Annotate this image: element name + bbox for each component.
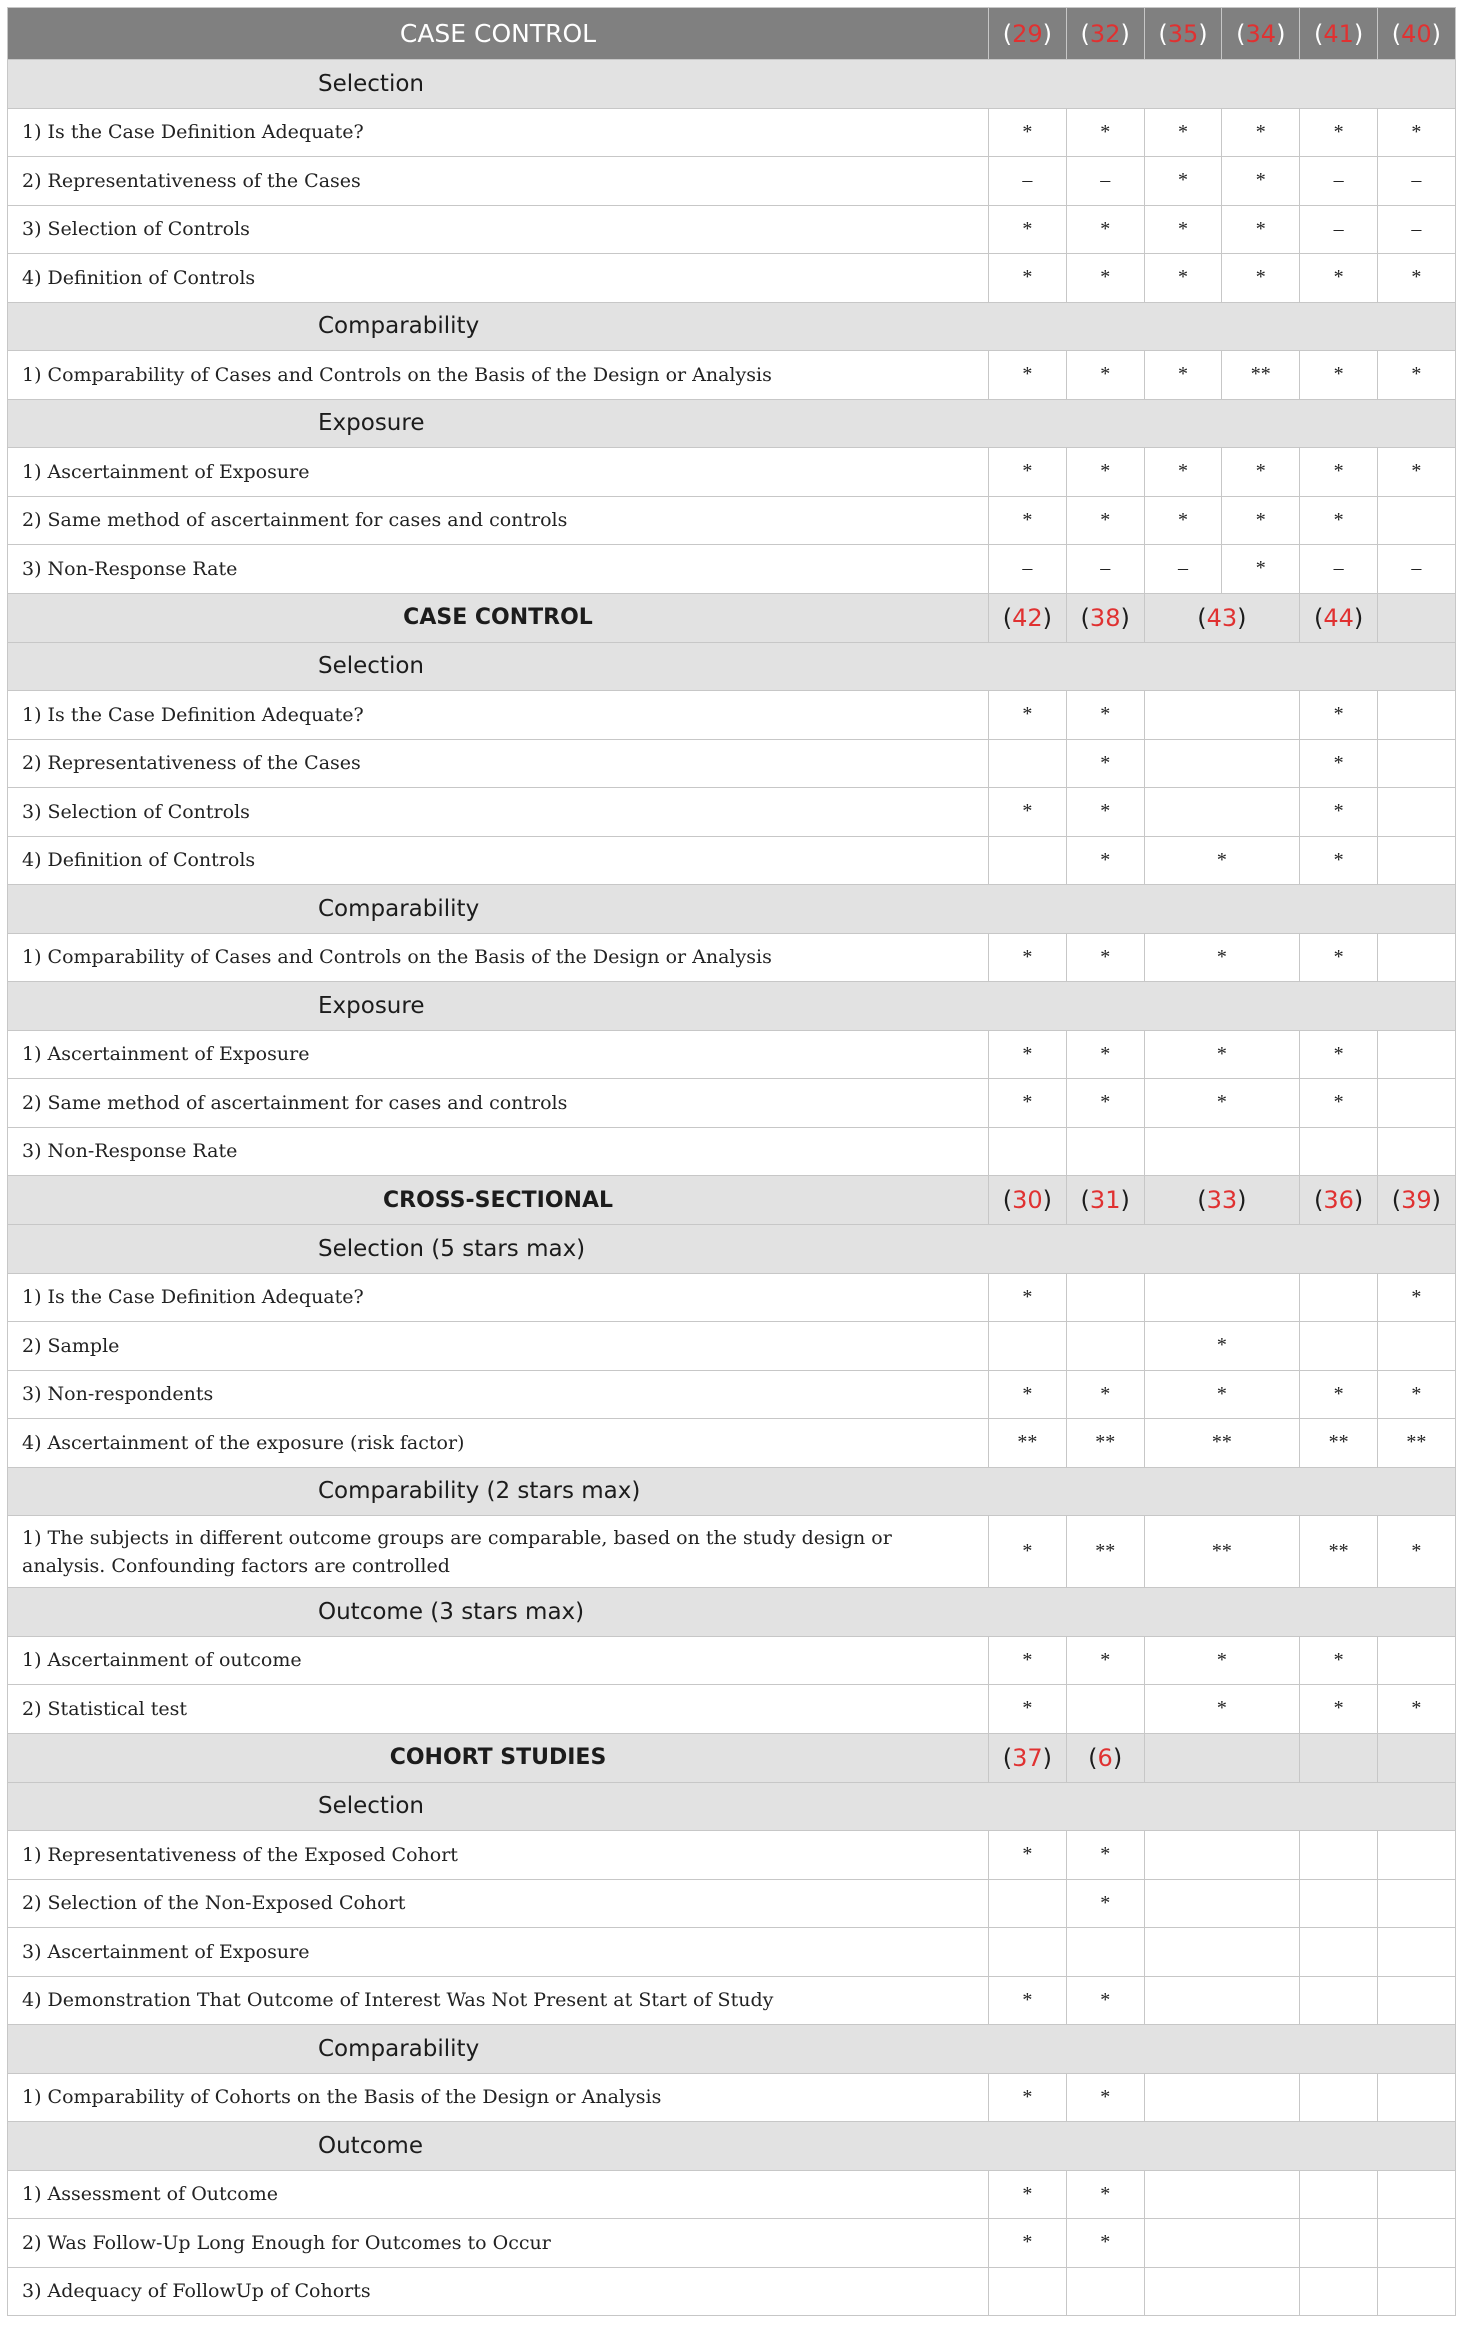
criterion-row: [8, 1030, 1456, 1079]
star-rating: [1377, 836, 1455, 885]
star-rating: *: [1377, 254, 1455, 303]
star-rating: [1377, 1636, 1455, 1685]
star-rating: *: [1300, 108, 1378, 157]
star-rating: [1300, 2219, 1378, 2268]
star-rating: *: [1144, 448, 1222, 497]
section-title: Outcome: [8, 2122, 1456, 2171]
reference-number: 6: [1097, 1743, 1113, 1772]
star-rating: [1377, 933, 1455, 982]
star-rating: [1300, 1976, 1378, 2025]
reference-number: 30: [1012, 1186, 1043, 1214]
star-rating: [1144, 691, 1300, 740]
star-rating: [1300, 1879, 1378, 1928]
group-title: CASE CONTROL: [8, 593, 989, 642]
criterion-label: 1) Ascertainment of Exposure: [8, 1030, 989, 1079]
criterion-label: 1) Comparability of Cases and Controls on the Basis of the Design or Analysis: [8, 933, 989, 982]
star-rating: *: [989, 205, 1067, 254]
star-rating: *: [989, 2219, 1067, 2268]
criterion-row: [8, 2073, 1456, 2122]
star-rating: *: [1300, 739, 1378, 788]
study-reference: (33): [1144, 1176, 1300, 1225]
group-title: CASE CONTROL: [8, 8, 989, 60]
star-rating: *: [1066, 448, 1144, 497]
star-rating: [1144, 2267, 1300, 2316]
star-rating: *: [989, 448, 1067, 497]
star-rating: *: [989, 691, 1067, 740]
study-reference: (6): [1066, 1733, 1144, 1782]
star-rating: [1377, 1127, 1455, 1176]
criterion-row: [8, 1079, 1456, 1128]
reference-number: 34: [1245, 19, 1277, 48]
star-rating: *: [1300, 351, 1378, 400]
star-rating: *: [1377, 351, 1455, 400]
star-rating: *: [1144, 933, 1300, 982]
star-rating: *: [1066, 1879, 1144, 1928]
criterion-row: [8, 739, 1456, 788]
star-rating: *: [1144, 836, 1300, 885]
star-rating: *: [1066, 205, 1144, 254]
group-title: CROSS-SECTIONAL: [8, 1176, 989, 1225]
star-rating: *: [989, 933, 1067, 982]
reference-number: 41: [1323, 19, 1354, 48]
section-header-row: [8, 642, 1456, 691]
star-rating: **: [989, 1419, 1067, 1468]
star-rating: *: [1066, 739, 1144, 788]
reference-number: 32: [1089, 19, 1121, 48]
criterion-row: [8, 254, 1456, 303]
reference-number: 42: [1012, 603, 1043, 632]
star-rating: *: [1144, 1079, 1300, 1128]
section-header-row: [8, 982, 1456, 1031]
star-rating: [1377, 1322, 1455, 1371]
star-rating: *: [989, 254, 1067, 303]
criterion-row: [8, 2267, 1456, 2316]
section-header-row: [8, 302, 1456, 351]
star-rating: **: [1066, 1516, 1144, 1588]
star-rating: *: [989, 1030, 1067, 1079]
star-rating: *: [989, 496, 1067, 545]
star-rating: –: [989, 157, 1067, 206]
section-header-row: [8, 1467, 1456, 1516]
star-rating: *: [1066, 254, 1144, 303]
star-rating: *: [989, 108, 1067, 157]
star-rating: *: [1222, 496, 1300, 545]
criterion-row: [8, 1976, 1456, 2025]
star-rating: [989, 1322, 1067, 1371]
criterion-label: 2) Same method of ascertainment for cases and controls: [8, 1079, 989, 1128]
star-rating: [1377, 2073, 1455, 2122]
star-rating: *: [1300, 1636, 1378, 1685]
star-rating: *: [1300, 1685, 1378, 1734]
star-rating: [1144, 1976, 1300, 2025]
reference-number: 29: [1012, 19, 1043, 48]
section-title: Selection (5 stars max): [8, 1225, 1456, 1274]
star-rating: [1066, 1127, 1144, 1176]
section-title: Comparability: [8, 2025, 1456, 2074]
star-rating: **: [1066, 1419, 1144, 1468]
star-rating: *: [1066, 691, 1144, 740]
star-rating: [1377, 496, 1455, 545]
star-rating: [1144, 1273, 1300, 1322]
star-rating: *: [1377, 108, 1455, 157]
criterion-label: 1) Is the Case Definition Adequate?: [8, 1273, 989, 1322]
study-reference: (42): [989, 593, 1067, 642]
criterion-row: [8, 1273, 1456, 1322]
section-title: Exposure: [8, 399, 1456, 448]
star-rating: [1377, 1831, 1455, 1880]
star-rating: [1066, 2267, 1144, 2316]
reference-number: 38: [1089, 603, 1121, 632]
study-reference: [1377, 1733, 1455, 1782]
star-rating: *: [989, 2073, 1067, 2122]
star-rating: *: [989, 1370, 1067, 1419]
star-rating: *: [1144, 1636, 1300, 1685]
star-rating: *: [1144, 1685, 1300, 1734]
reference-number: 37: [1012, 1743, 1043, 1772]
criterion-label: 3) Selection of Controls: [8, 788, 989, 837]
criterion-label: 2) Representativeness of the Cases: [8, 739, 989, 788]
star-rating: *: [1144, 1322, 1300, 1371]
criterion-label: 3) Selection of Controls: [8, 205, 989, 254]
star-rating: **: [1144, 1516, 1300, 1588]
star-rating: *: [1066, 2073, 1144, 2122]
study-reference: [1300, 1733, 1378, 1782]
star-rating: *: [1377, 448, 1455, 497]
section-title: Exposure: [8, 982, 1456, 1031]
criterion-label: 1) Ascertainment of Exposure: [8, 448, 989, 497]
criterion-row: [8, 2170, 1456, 2219]
criterion-label: 1) Is the Case Definition Adequate?: [8, 108, 989, 157]
criterion-label: 3) Ascertainment of Exposure: [8, 1928, 989, 1977]
star-rating: *: [1377, 1273, 1455, 1322]
star-rating: *: [1066, 1636, 1144, 1685]
criterion-label: 2) Was Follow-Up Long Enough for Outcomes to Occur: [8, 2219, 989, 2268]
star-rating: *: [1066, 2219, 1144, 2268]
star-rating: *: [1066, 2170, 1144, 2219]
star-rating: *: [989, 1976, 1067, 2025]
star-rating: *: [1300, 496, 1378, 545]
criterion-label: 3) Non-respondents: [8, 1370, 989, 1419]
criterion-label: 1) Comparability of Cohorts on the Basis of the Design or Analysis: [8, 2073, 989, 2122]
criterion-label: 1) The subjects in different outcome groups are comparable, based on the study design or analysis. Confounding factors are controlled: [8, 1516, 989, 1588]
star-rating: [1377, 1079, 1455, 1128]
star-rating: –: [1066, 545, 1144, 594]
star-rating: *: [1222, 448, 1300, 497]
study-reference: [1144, 1733, 1300, 1782]
star-rating: *: [989, 1685, 1067, 1734]
star-rating: *: [1300, 254, 1378, 303]
study-reference: (36): [1300, 1176, 1378, 1225]
star-rating: [1377, 788, 1455, 837]
star-rating: **: [1144, 1419, 1300, 1468]
star-rating: [1300, 2170, 1378, 2219]
section-title: Comparability: [8, 302, 1456, 351]
criterion-label: 1) Assessment of Outcome: [8, 2170, 989, 2219]
star-rating: [1300, 2073, 1378, 2122]
star-rating: –: [1377, 205, 1455, 254]
star-rating: [1066, 1322, 1144, 1371]
star-rating: [1377, 2170, 1455, 2219]
star-rating: *: [1144, 108, 1222, 157]
section-title: Outcome (3 stars max): [8, 1588, 1456, 1637]
star-rating: *: [1300, 1030, 1378, 1079]
star-rating: *: [1066, 836, 1144, 885]
star-rating: [1144, 739, 1300, 788]
star-rating: [989, 739, 1067, 788]
reference-number: 43: [1206, 603, 1238, 632]
star-rating: *: [989, 1516, 1067, 1588]
criterion-row: [8, 2219, 1456, 2268]
section-title: Selection: [8, 60, 1456, 109]
star-rating: *: [1066, 1079, 1144, 1128]
study-reference: (30): [989, 1176, 1067, 1225]
star-rating: [1144, 2219, 1300, 2268]
section-header-row: [8, 60, 1456, 109]
section-title: Comparability: [8, 885, 1456, 934]
criterion-label: 2) Sample: [8, 1322, 989, 1371]
criterion-label: 2) Same method of ascertainment for cases and controls: [8, 496, 989, 545]
criterion-label: 1) Representativeness of the Exposed Cohort: [8, 1831, 989, 1880]
criterion-row: [8, 836, 1456, 885]
star-rating: [1144, 788, 1300, 837]
star-rating: *: [1222, 254, 1300, 303]
star-rating: *: [989, 1079, 1067, 1128]
study-reference: (41): [1300, 8, 1378, 60]
star-rating: [1144, 1879, 1300, 1928]
reference-number: 36: [1323, 1186, 1354, 1214]
group-header-row: [8, 593, 1456, 642]
star-rating: *: [1222, 108, 1300, 157]
star-rating: –: [1377, 157, 1455, 206]
star-rating: *: [1144, 254, 1222, 303]
star-rating: *: [1300, 836, 1378, 885]
star-rating: –: [1300, 205, 1378, 254]
star-rating: [989, 1928, 1067, 1977]
criterion-label: 3) Adequacy of FollowUp of Cohorts: [8, 2267, 989, 2316]
star-rating: [989, 2267, 1067, 2316]
star-rating: –: [989, 545, 1067, 594]
star-rating: *: [1066, 1030, 1144, 1079]
study-reference: (44): [1300, 593, 1378, 642]
star-rating: *: [1144, 496, 1222, 545]
reference-number: 44: [1323, 603, 1354, 632]
section-title: Comparability (2 stars max): [8, 1467, 1456, 1516]
star-rating: *: [1066, 108, 1144, 157]
section-header-row: [8, 1782, 1456, 1831]
star-rating: *: [1144, 1370, 1300, 1419]
star-rating: [1377, 1928, 1455, 1977]
star-rating: –: [1377, 545, 1455, 594]
star-rating: [989, 1127, 1067, 1176]
criterion-row: [8, 1516, 1456, 1588]
criterion-row: [8, 788, 1456, 837]
group-header-row: [8, 1733, 1456, 1782]
star-rating: –: [1300, 157, 1378, 206]
group-header-row: [8, 1176, 1456, 1225]
group-title: COHORT STUDIES: [8, 1733, 989, 1782]
star-rating: [1377, 1030, 1455, 1079]
criterion-label: 2) Statistical test: [8, 1685, 989, 1734]
criterion-row: [8, 496, 1456, 545]
criterion-row: [8, 691, 1456, 740]
star-rating: [1377, 1879, 1455, 1928]
star-rating: **: [1377, 1419, 1455, 1468]
study-reference: [1377, 593, 1455, 642]
star-rating: **: [1300, 1419, 1378, 1468]
star-rating: *: [1300, 1370, 1378, 1419]
star-rating: [1144, 2170, 1300, 2219]
star-rating: *: [1300, 691, 1378, 740]
criterion-row: [8, 1928, 1456, 1977]
criterion-label: 3) Non-Response Rate: [8, 1127, 989, 1176]
star-rating: *: [989, 1636, 1067, 1685]
star-rating: *: [989, 1831, 1067, 1880]
star-rating: [1066, 1685, 1144, 1734]
criterion-label: 4) Definition of Controls: [8, 836, 989, 885]
section-header-row: [8, 1588, 1456, 1637]
star-rating: [1377, 691, 1455, 740]
study-reference: (32): [1066, 8, 1144, 60]
section-header-row: [8, 399, 1456, 448]
reference-number: 39: [1401, 1186, 1432, 1214]
star-rating: *: [1222, 205, 1300, 254]
criterion-row: [8, 1685, 1456, 1734]
star-rating: *: [1377, 1685, 1455, 1734]
star-rating: [1066, 1928, 1144, 1977]
star-rating: *: [989, 351, 1067, 400]
study-reference: (35): [1144, 8, 1222, 60]
section-header-row: [8, 2122, 1456, 2171]
star-rating: *: [1066, 351, 1144, 400]
star-rating: *: [1144, 157, 1222, 206]
star-rating: *: [1300, 1079, 1378, 1128]
criterion-row: [8, 1419, 1456, 1468]
nos-quality-table: [7, 7, 1456, 2316]
reference-number: 40: [1401, 19, 1432, 48]
star-rating: *: [1222, 545, 1300, 594]
star-rating: *: [1222, 157, 1300, 206]
reference-number: 33: [1206, 1186, 1238, 1214]
criterion-label: 4) Definition of Controls: [8, 254, 989, 303]
star-rating: *: [1066, 1831, 1144, 1880]
criterion-row: [8, 351, 1456, 400]
reference-number: 35: [1167, 19, 1199, 48]
criterion-row: [8, 545, 1456, 594]
star-rating: *: [1377, 1370, 1455, 1419]
criterion-row: [8, 1831, 1456, 1880]
study-reference: (37): [989, 1733, 1067, 1782]
star-rating: *: [1300, 788, 1378, 837]
criterion-row: [8, 1370, 1456, 1419]
star-rating: –: [1144, 545, 1222, 594]
criterion-row: [8, 205, 1456, 254]
star-rating: *: [1066, 933, 1144, 982]
star-rating: *: [1300, 933, 1378, 982]
criterion-row: [8, 157, 1456, 206]
star-rating: *: [989, 2170, 1067, 2219]
criterion-row: [8, 1879, 1456, 1928]
criterion-row: [8, 108, 1456, 157]
study-reference: (29): [989, 8, 1067, 60]
star-rating: [1300, 1928, 1378, 1977]
star-rating: [1300, 1273, 1378, 1322]
star-rating: [1377, 1976, 1455, 2025]
star-rating: *: [1144, 351, 1222, 400]
star-rating: [1300, 1127, 1378, 1176]
star-rating: *: [1144, 205, 1222, 254]
criterion-label: 3) Non-Response Rate: [8, 545, 989, 594]
criterion-label: 4) Demonstration That Outcome of Interest Was Not Present at Start of Study: [8, 1976, 989, 2025]
star-rating: –: [1300, 545, 1378, 594]
study-reference: (43): [1144, 593, 1300, 642]
star-rating: [1377, 2267, 1455, 2316]
star-rating: [1144, 1127, 1300, 1176]
star-rating: **: [1222, 351, 1300, 400]
study-reference: (39): [1377, 1176, 1455, 1225]
criterion-row: [8, 1322, 1456, 1371]
table-body: [8, 8, 1456, 2316]
section-header-row: [8, 1225, 1456, 1274]
star-rating: *: [1377, 1516, 1455, 1588]
star-rating: *: [1144, 1030, 1300, 1079]
star-rating: [1300, 1322, 1378, 1371]
section-header-row: [8, 2025, 1456, 2074]
criterion-label: 2) Representativeness of the Cases: [8, 157, 989, 206]
star-rating: [1377, 739, 1455, 788]
criterion-label: 2) Selection of the Non-Exposed Cohort: [8, 1879, 989, 1928]
criterion-row: [8, 448, 1456, 497]
star-rating: *: [989, 788, 1067, 837]
criterion-label: 4) Ascertainment of the exposure (risk factor): [8, 1419, 989, 1468]
study-reference: (40): [1377, 8, 1455, 60]
star-rating: *: [1066, 1370, 1144, 1419]
criterion-row: [8, 933, 1456, 982]
group-header-row: [8, 8, 1456, 60]
star-rating: [1066, 1273, 1144, 1322]
star-rating: [1144, 1928, 1300, 1977]
star-rating: [1144, 1831, 1300, 1880]
star-rating: *: [1300, 448, 1378, 497]
star-rating: *: [1066, 1976, 1144, 2025]
criterion-label: 1) Is the Case Definition Adequate?: [8, 691, 989, 740]
star-rating: *: [989, 1273, 1067, 1322]
study-reference: (38): [1066, 593, 1144, 642]
star-rating: [1144, 2073, 1300, 2122]
star-rating: **: [1300, 1516, 1378, 1588]
criterion-row: [8, 1636, 1456, 1685]
criterion-label: 1) Comparability of Cases and Controls on the Basis of the Design or Analysis: [8, 351, 989, 400]
criterion-row: [8, 1127, 1456, 1176]
star-rating: [1377, 2219, 1455, 2268]
star-rating: *: [1066, 496, 1144, 545]
section-header-row: [8, 885, 1456, 934]
study-reference: (34): [1222, 8, 1300, 60]
section-title: Selection: [8, 1782, 1456, 1831]
reference-number: 31: [1089, 1186, 1121, 1214]
section-title: Selection: [8, 642, 1456, 691]
star-rating: [989, 1879, 1067, 1928]
star-rating: [989, 836, 1067, 885]
star-rating: –: [1066, 157, 1144, 206]
criterion-label: 1) Ascertainment of outcome: [8, 1636, 989, 1685]
star-rating: [1300, 1831, 1378, 1880]
study-reference: (31): [1066, 1176, 1144, 1225]
star-rating: [1300, 2267, 1378, 2316]
star-rating: *: [1066, 788, 1144, 837]
